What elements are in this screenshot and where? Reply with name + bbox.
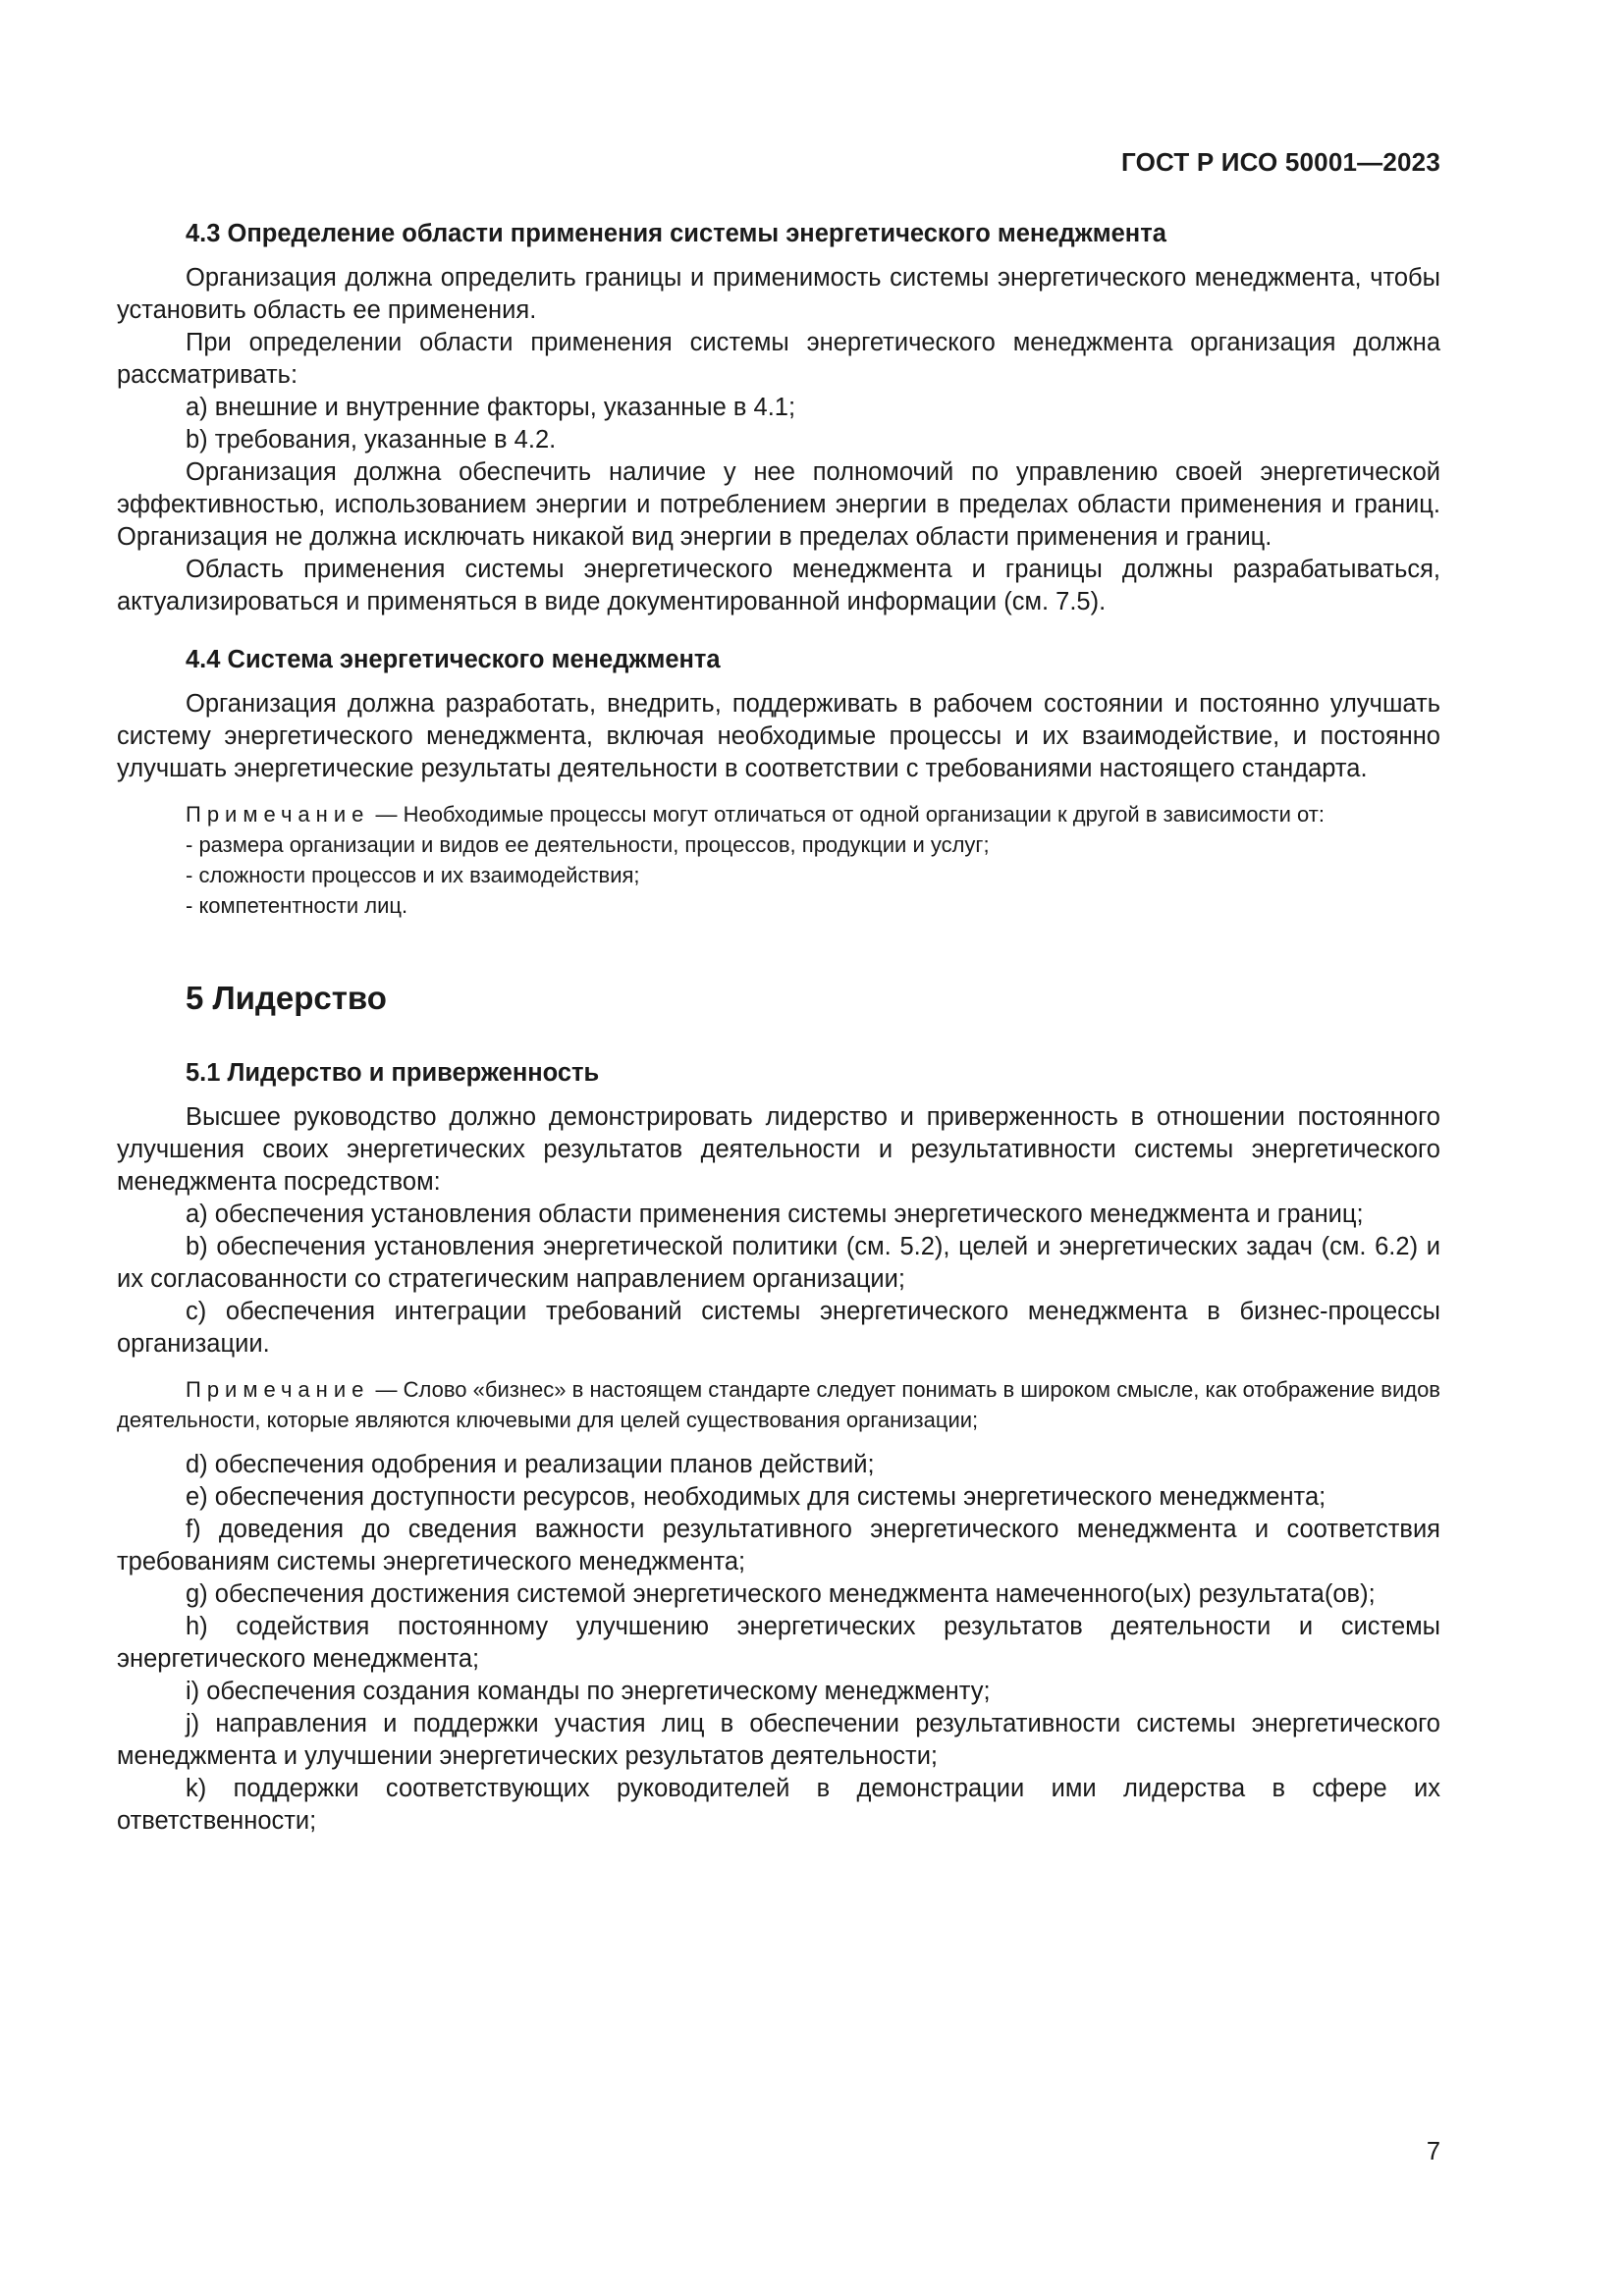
section-4-4-title: 4.4 Система энергетического менеджмента	[186, 646, 721, 673]
paragraph: Организация должна обеспечить наличие у нее полномочий по управлению своей энергетической эффективностью, использованием энергии и потреблением энергии в пределах области применения и границ. Организация не должна исключать никакой вид энергии в пределах области применения и границ.	[117, 458, 1440, 551]
paragraph: Область применения системы энергетического менеджмента и границы должны разрабатываться, актуализироваться и применяться в виде документированной информации (см. 7.5).	[117, 556, 1440, 615]
section-5-1-title: 5.1 Лидерство и приверженность	[186, 1059, 600, 1087]
page-content	[117, 218, 1440, 1838]
note-label: Примечание	[186, 802, 370, 827]
page-number: 7	[1426, 2138, 1440, 2165]
list-item: b) обеспечения установления энергетической политики (см. 5.2), целей и энергетических задач (см. 6.2) и их согласованности со стратегическим направлением организации;	[117, 1233, 1440, 1293]
list-item: d) обеспечения одобрения и реализации планов действий;	[186, 1451, 875, 1478]
note-label: Примечание	[186, 1377, 370, 1402]
list-item: e) обеспечения доступности ресурсов, необходимых для системы энергетического менеджмента;	[186, 1483, 1326, 1511]
list-item: b) требования, указанные в 4.2.	[186, 426, 557, 454]
paragraph: Организация должна разработать, внедрить, поддерживать в рабочем состоянии и постоянно улучшать систему энергетического менеджмента, включая необходимые процессы и их взаимодействие, и постоянно улучшать энергетические результаты деятельности в соответствии с требованиями настоящего стандарта.	[117, 690, 1440, 782]
note-list-item: - размера организации и видов ее деятельности, процессов, продукции и услуг;	[186, 832, 990, 857]
list-item: a) внешние и внутренние факторы, указанные в 4.1;	[186, 394, 796, 421]
list-item: j) направления и поддержки участия лиц в обеспечении результативности системы энергетического менеджмента и улучшении энергетических результатов деятельности;	[117, 1710, 1440, 1770]
list-item: c) обеспечения интеграции требований системы энергетического менеджмента в бизнес-процессы организации.	[117, 1298, 1440, 1358]
list-item: g) обеспечения достижения системой энергетического менеджмента намеченного(ых) результата(ов);	[186, 1580, 1376, 1608]
paragraph: Организация должна определить границы и применимость системы энергетического менеджмента, чтобы установить область ее применения.	[117, 264, 1440, 324]
note-list-item: - компетентности лиц.	[186, 893, 408, 918]
paragraph: При определении области применения системы энергетического менеджмента организация должна рассматривать:	[117, 329, 1440, 389]
standard-code-header: ГОСТ Р ИСО 50001—2023	[1120, 147, 1440, 177]
note-list-item: - сложности процессов и их взаимодействия;	[186, 863, 640, 887]
list-item: f) доведения до сведения важности результативного энергетического менеджмента и соответствия требованиям системы энергетического менеджмента;	[117, 1516, 1440, 1575]
note-text: — Необходимые процессы могут отличаться от одной организации к другой в зависимости от:	[369, 802, 1325, 827]
list-item: а) обеспечения установления области применения системы энергетического менеджмента и границ;	[186, 1201, 1364, 1228]
note	[117, 799, 1440, 829]
note-text: — Слово «бизнес» в настоящем стандарте следует понимать в широком смысле, как отображение видов деятельности, которые являются ключевыми для целей существования организации;	[117, 1377, 1440, 1432]
list-item: i) обеспечения создания команды по энергетическому менеджменту;	[186, 1678, 991, 1705]
section-4-3-title: 4.3 Определение области применения системы энергетического менеджмента	[186, 220, 1166, 247]
list-item: k) поддержки соответствующих руководителей в демонстрации ими лидерства в сфере их ответственности;	[117, 1775, 1440, 1835]
list-item: h) содействия постоянному улучшению энергетических результатов деятельности и системы энергетического менеджмента;	[117, 1613, 1440, 1673]
note	[117, 1374, 1440, 1435]
section-5-title: 5 Лидерство	[186, 980, 387, 1016]
paragraph: Высшее руководство должно демонстрировать лидерство и приверженность в отношении постоянного улучшения своих энергетических результатов деятельности и результативности системы энергетического менеджмента посредством:	[117, 1103, 1440, 1196]
